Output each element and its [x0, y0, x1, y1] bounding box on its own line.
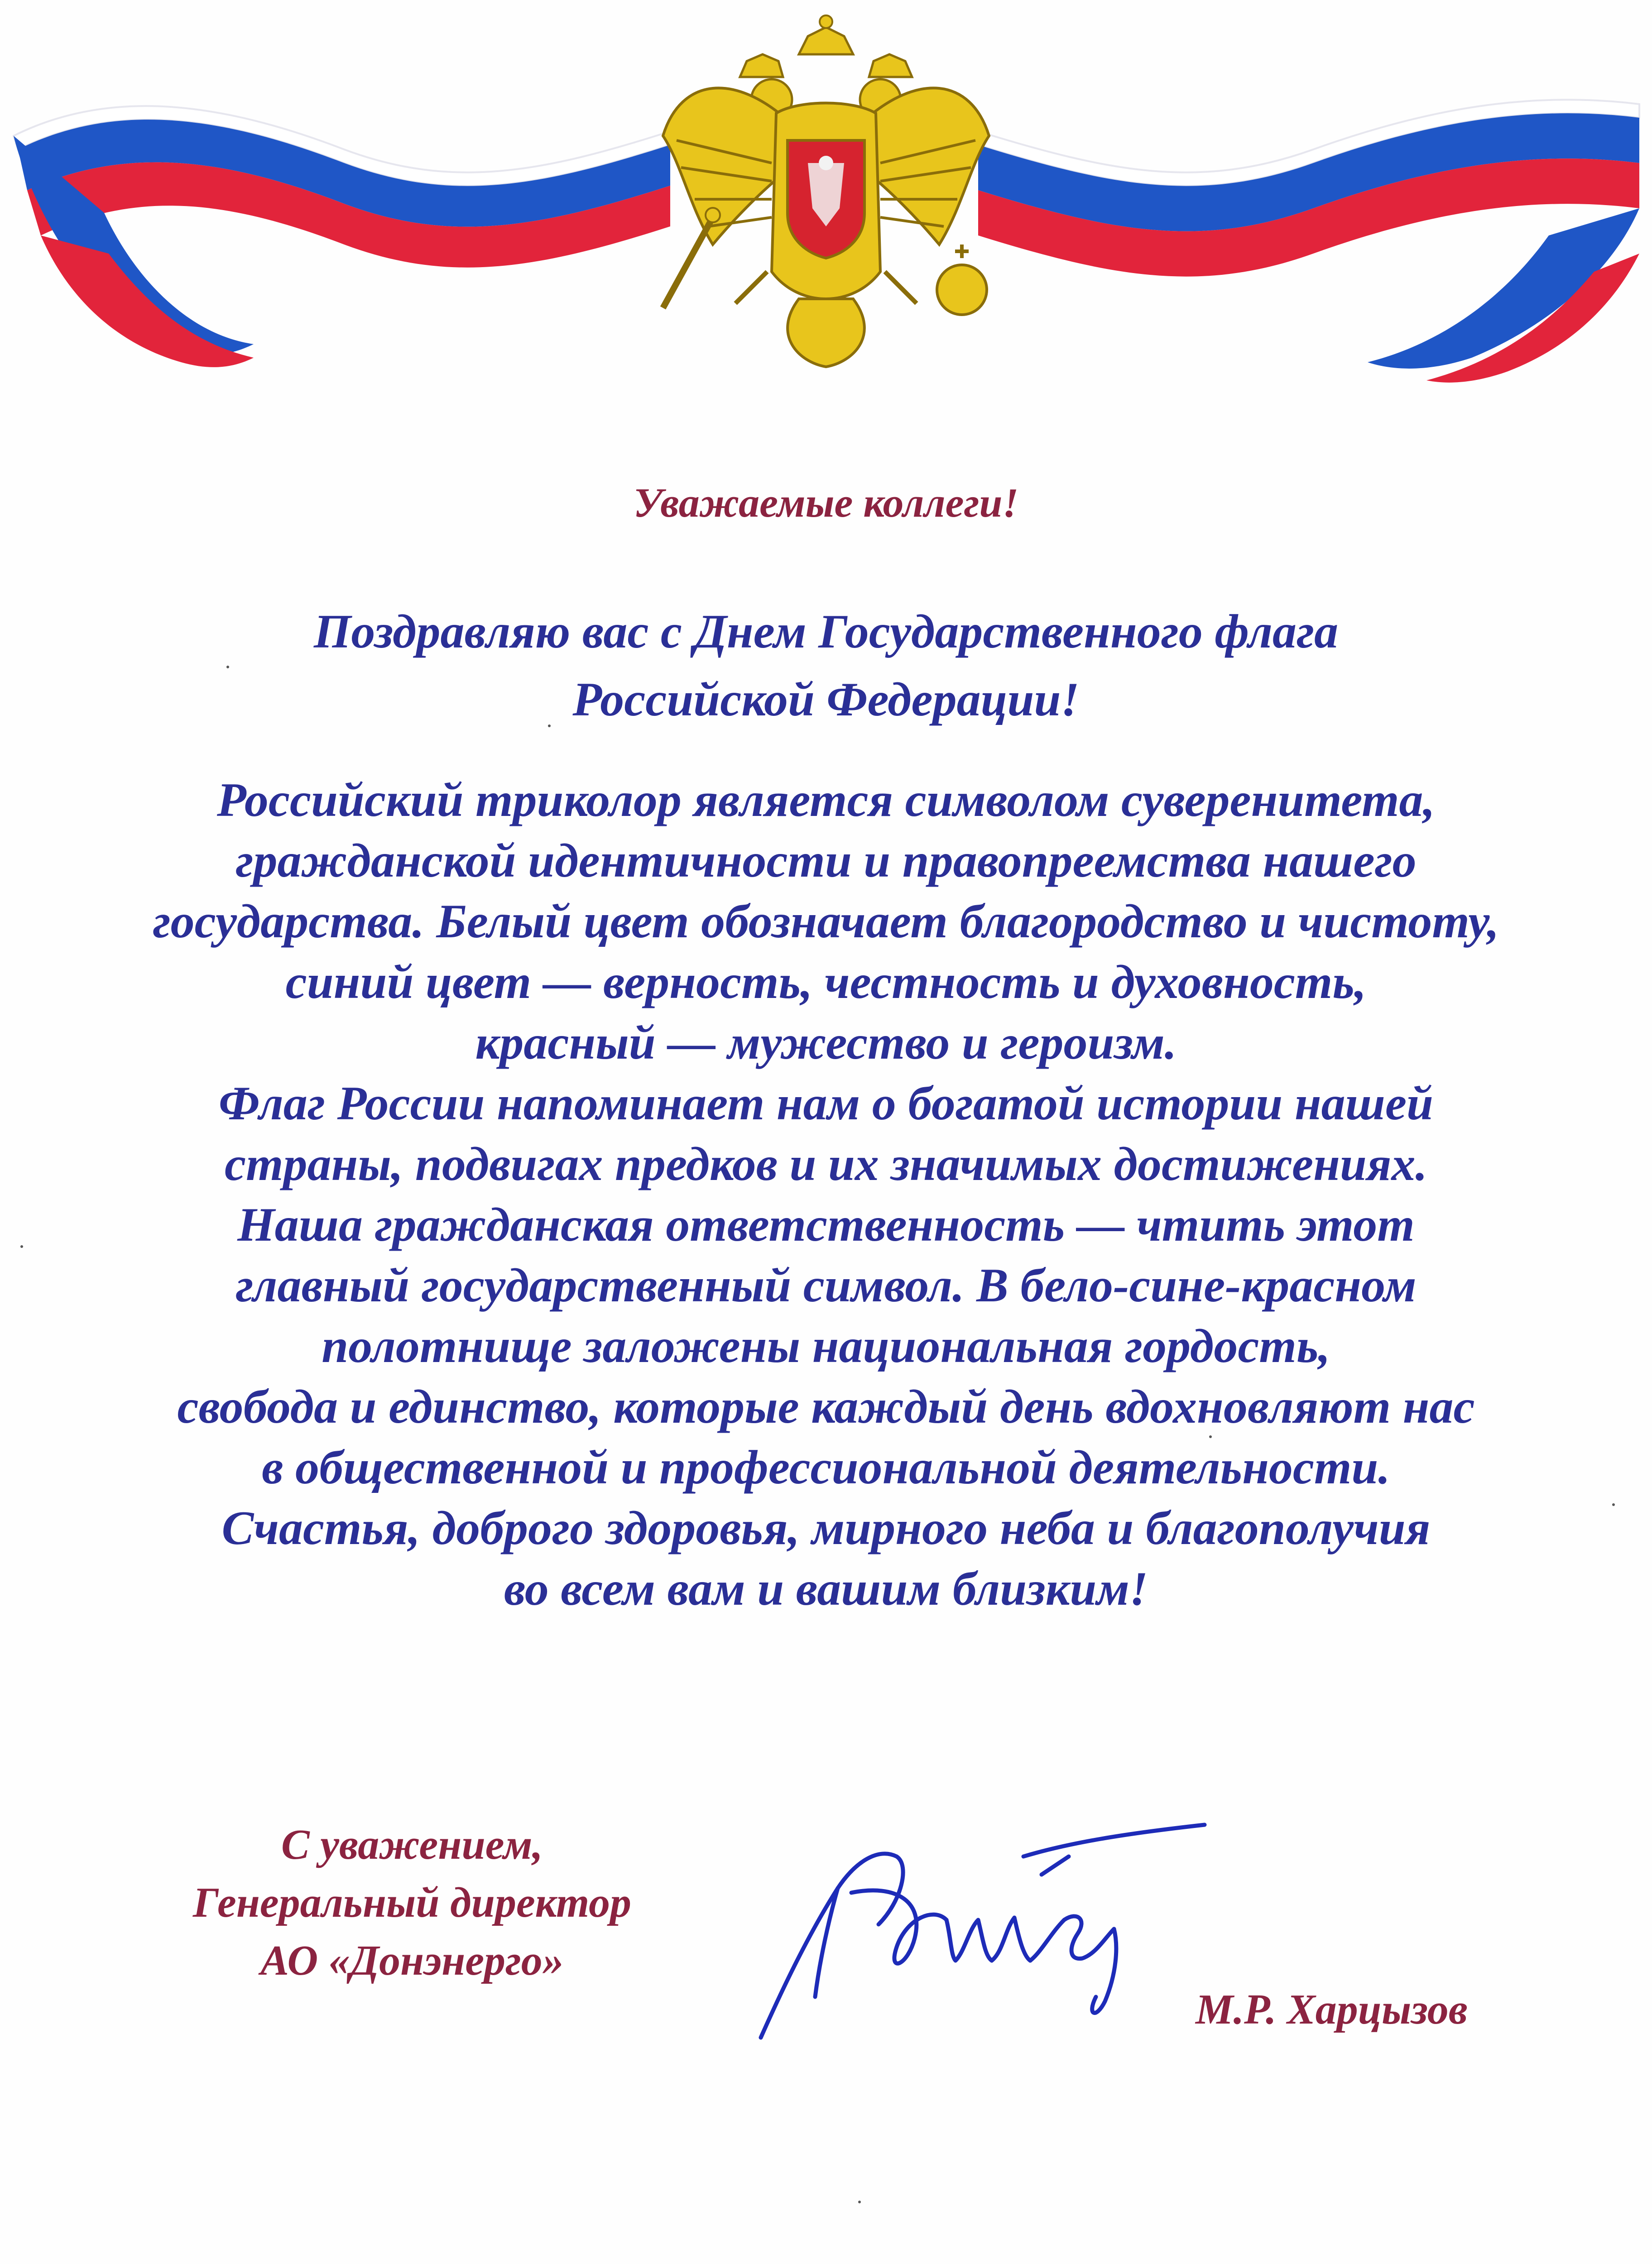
letter-greeting: Уважаемые коллеги! [633, 480, 1019, 526]
body-line: главный государственный символ. В бело-сине-красном [235, 1259, 1417, 1312]
body-line: полотнище заложены национальная гордость, [322, 1319, 1330, 1372]
body-line: свобода и единство, которые каждый день вдохновляют нас [177, 1380, 1475, 1433]
signature-title-block [72, 1816, 752, 1990]
body-line: Российский триколор является символом суверенитета, [216, 773, 1436, 826]
body-line: Наша гражданская ответственность — чтить этот [237, 1198, 1415, 1251]
intro-line: Поздравляю вас с Днем Государственного флага [313, 605, 1339, 658]
letter-body [0, 770, 1652, 1619]
body-line: государства. Белый цвет обозначает благородство и чистоту, [153, 895, 1499, 948]
header-decoration [0, 0, 1652, 408]
signer-name: М.Р. Харцызов [1196, 1986, 1468, 2033]
company-text: АО «Донэнерго» [260, 1937, 564, 1984]
handwritten-signature-icon [752, 1802, 1227, 2056]
body-line: Флаг России напоминает нам о богатой истории нашей [219, 1077, 1433, 1130]
body-line: в общественной и профессиональной деятельности. [262, 1441, 1390, 1494]
body-line: во всем вам и вашим близким! [504, 1562, 1148, 1615]
russian-coat-of-arms-icon [663, 15, 989, 367]
body-line: гражданской идентичности и правопреемства нашего [235, 834, 1417, 887]
position-text: Генеральный директор [193, 1879, 631, 1926]
letter-intro [0, 598, 1652, 734]
body-line: Счастья, доброго здоровья, мирного неба и благополучия [221, 1501, 1431, 1554]
body-line: страны, подвигах предков и их значимых достижениях. [225, 1137, 1427, 1190]
body-line: красный — мужество и героизм. [475, 1016, 1177, 1069]
closing-text: С уважением, [281, 1821, 543, 1868]
body-line: синий цвет — верность, честность и духовность, [285, 955, 1367, 1008]
intro-line: Российской Федерации! [572, 673, 1080, 726]
